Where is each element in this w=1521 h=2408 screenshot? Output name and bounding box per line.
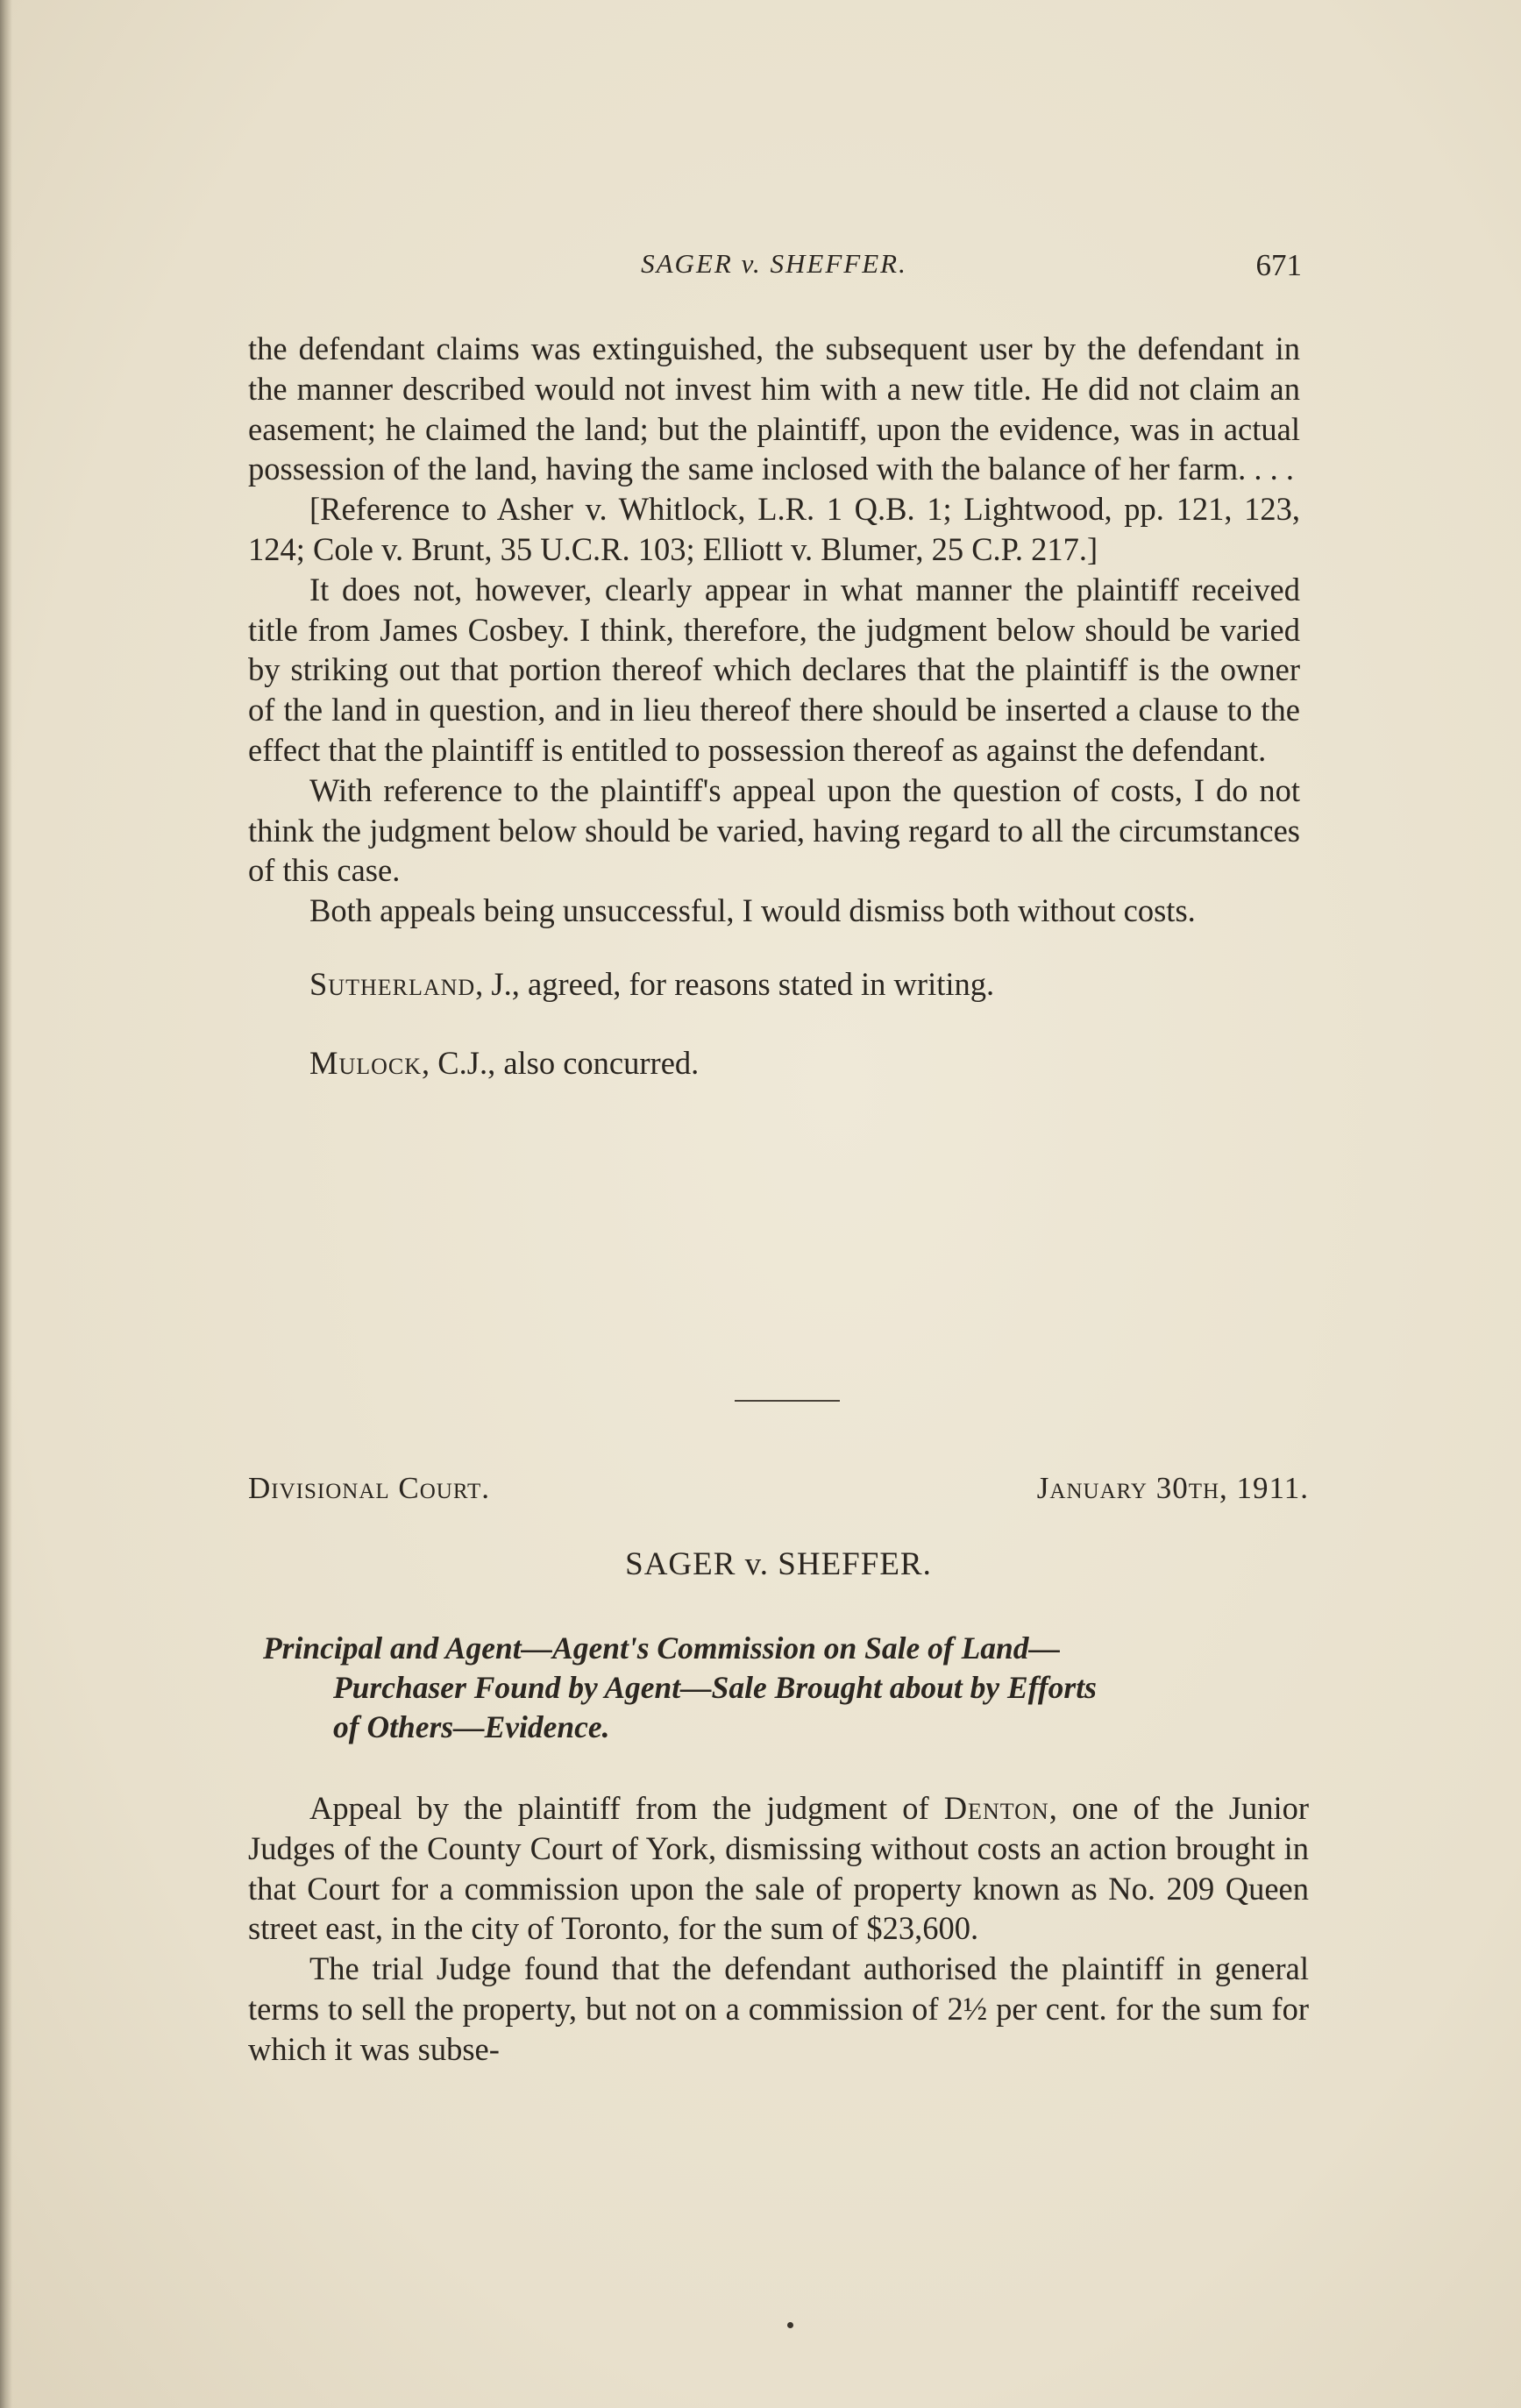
paragraph: With reference to the plaintiff's appeal upon the question of costs, I do not think the judgment below should be varied, having regard to all the circumstances of this case.: [248, 771, 1300, 889]
paragraph: the defendant claims was extinguished, the subsequent user by the defendant in the manner described would not invest him with a new title. He did not claim an easement; he claimed the land; but the plaintiff, upon the evidence, was in actual possession of the land, having the same inclosed with the balance of her farm. . . .: [248, 330, 1300, 487]
paragraph: Both appeals being unsuccessful, I would dismiss both without costs.: [309, 892, 1196, 929]
paragraph: [248, 1788, 1309, 1949]
paragraph: It does not, however, clearly appear in what manner the plaintiff received title from James Cosbey. I think, therefore, the judgment below should be varied by striking out that portion thereof which declares that the plaintiff is the owner of the land in question, and in lieu thereof there should be inserted a clause to the effect that the plaintiff is entitled to possession thereof as against the defendant.: [248, 571, 1300, 768]
judgment-text: [248, 329, 1300, 1083]
concurrence-sutherland: [248, 964, 1300, 1005]
book-spine-shadow: [0, 0, 12, 2408]
running-head-title: SAGER v. SHEFFER.: [641, 248, 907, 279]
text-run: Appeal by the plaintiff from the judgment of: [309, 1790, 944, 1826]
headnote: [263, 1629, 1311, 1747]
decision-date: January 30th, 1911.: [1036, 1471, 1309, 1505]
section-divider: [735, 1400, 840, 1402]
paragraph: The trial Judge found that the defendant authorised the plaintiff in general terms to sell the property, but not on a commission of 2½ per cent. for the sum for which it was subse-: [248, 1950, 1309, 2067]
running-head: [248, 248, 1300, 292]
concurrence-mulock: [248, 1043, 1300, 1083]
paragraph-references: [Reference to Asher v. Whitlock, L.R. 1 Q.B. 1; Lightwood, pp. 121, 123, 124; Cole v. Brunt, 35 U.C.R. 103; Elliott v. Blumer, 25 C.P. 217.]: [248, 491, 1300, 567]
court-name: Divisional Court.: [248, 1471, 491, 1505]
judge-name: Mulock: [309, 1044, 423, 1081]
page-number: 671: [1255, 248, 1302, 282]
judge-name: Denton: [943, 1790, 1049, 1826]
appeal-text: [248, 1788, 1309, 2070]
text-run: , one of the Junior Judges of the County Court of York, dismissing without costs an action brought in that Court for a commission upon the sale of property known as No. 209 Queen street east, in the city of Toronto, for the sum of $23,600.: [248, 1790, 1309, 1947]
headnote-line: Principal and Agent—Agent's Commission on Sale of Land—: [263, 1630, 1061, 1666]
headnote-line: Purchaser Found by Agent—Sale Brought about by Efforts: [333, 1670, 1097, 1705]
headnote-line: of Others—Evidence.: [333, 1709, 610, 1744]
print-mark: [787, 2322, 793, 2328]
concurrence-text: , C.J., also concurred.: [422, 1044, 700, 1081]
case-title: SAGER v. SHEFFER.: [625, 1546, 932, 1582]
concurrence-text: , J., agreed, for reasons stated in writing.: [475, 965, 995, 1002]
judge-name: Sutherland: [309, 965, 476, 1002]
